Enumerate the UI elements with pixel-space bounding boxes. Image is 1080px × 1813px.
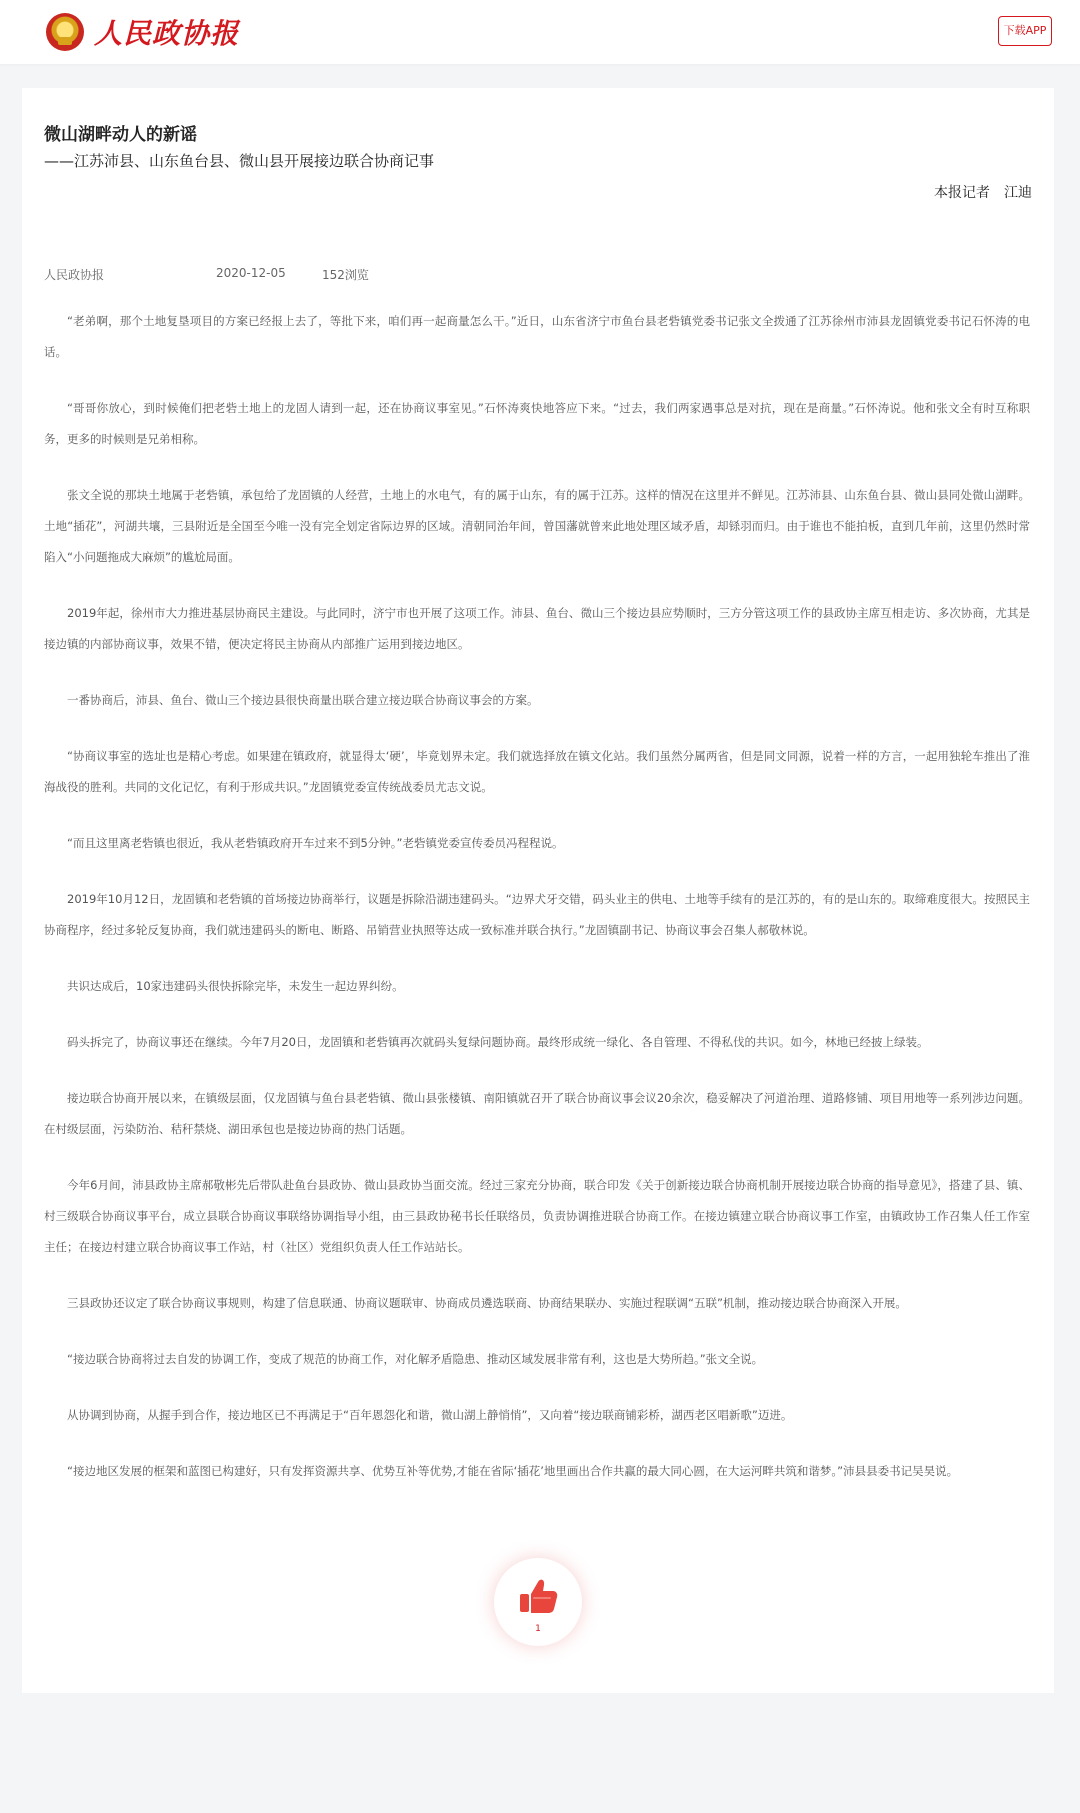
thumbs-up-icon bbox=[516, 1574, 560, 1618]
paragraph: “而且这里离老砦镇也很近，我从老砦镇政府开车过来不到5分钟。”老砦镇党委宣传委员冯程程说。 bbox=[67, 836, 564, 850]
paragraph: 2019年10月12日，龙固镇和老砦镇的首场接边协商举行，议题是拆除沿湖违建码头。“边界犬牙交错，码头业主的供电、土地等手续有的是江苏的，有的是山东的。取缔难度很大。按照民主协商程序，经过多轮反复协商，我们就违建码头的断电、断路、吊销营业执照等达成一致标准并联合执行。”龙固镇副书记、协商议事会召集人郝敬林说。 bbox=[44, 892, 1030, 937]
paragraph: 今年6月间，沛县政协主席郝敬彬先后带队赴鱼台县政协、微山县政协当面交流。经过三家充分协商，联合印发《关于创新接边联合协商机制开展接边联合协商的指导意见》，搭建了县、镇、村三级联合协商议事平台，成立县联合协商议事联络协调指导小组，由三县政协秘书长任联络员，负责协调推进联合协商工作。在接边镇建立联合协商议事工作室，由镇政协工作召集人任工作室主任；在接边村建立联合协商议事工作站，村（社区）党组织负责人任工作站站长。 bbox=[44, 1178, 1030, 1254]
byline bbox=[934, 182, 1032, 202]
article-subtitle: ——江苏沛县、山东鱼台县、微山县开展接边联合协商记事 bbox=[44, 152, 435, 170]
paragraph: 一番协商后，沛县、鱼台、微山三个接边县很快商量出联合建立接边联合协商议事会的方案。 bbox=[67, 693, 539, 707]
paragraph: 从协调到协商，从握手到合作，接边地区已不再满足于“百年恩怨化和谐，微山湖上静悄悄”，又向着“接边联商铺彩桥，湖西老区唱新歌”迈进。 bbox=[67, 1408, 793, 1422]
top-header bbox=[0, 0, 1080, 64]
article-source: 人民政协报 bbox=[44, 268, 105, 282]
paragraph: 共识达成后，10家违建码头很快拆除完毕，未发生一起边界纠纷。 bbox=[67, 979, 404, 993]
paragraph: “老弟啊，那个土地复垦项目的方案已经报上去了，等批下来，咱们再一起商量怎么干。”近日，山东省济宁市鱼台县老砦镇党委书记张文全拨通了江苏徐州市沛县龙固镇党委书记石怀涛的电话。 bbox=[44, 314, 1030, 359]
paragraph: “协商议事室的选址也是精心考虑。如果建在镇政府，就显得太‘硬’，毕竟划界未定。我们就选择放在镇文化站。我们虽然分属两省，但是同文同源，说着一样的方言，一起用独轮车推出了淮海战役的胜利。共同的文化记忆，有利于形成共识。”龙固镇党委宣传统战委员尤志文说。 bbox=[44, 749, 1030, 794]
article-body bbox=[44, 306, 1030, 1512]
article-meta bbox=[44, 266, 369, 283]
byline-role: 本报记者 bbox=[934, 185, 990, 201]
article-title: 微山湖畔动人的新谣 bbox=[44, 125, 197, 145]
paragraph: “哥哥你放心，到时候俺们把老砦土地上的龙固人请到一起，还在协商议事室见。”石怀涛爽快地答应下来。“过去，我们两家遇事总是对抗，现在是商量。”石怀涛说。他和张文全有时互称职务，更多的时候则是兄弟相称。 bbox=[44, 401, 1030, 446]
article-views: 152浏览 bbox=[322, 268, 369, 282]
logo-text: 人民政协报 bbox=[94, 17, 240, 50]
site-logo[interactable] bbox=[46, 12, 239, 52]
like-count: 1 bbox=[535, 1624, 541, 1634]
article-date: 2020-12-05 bbox=[216, 266, 286, 280]
paragraph: 张文全说的那块土地属于老砦镇，承包给了龙固镇的人经营，土地上的水电气，有的属于山东，有的属于江苏。这样的情况在这里并不鲜见。江苏沛县、山东鱼台县、微山县同处微山湖畔。土地“插花”，河湖共壤，三县附近是全国至今唯一没有完全划定省际边界的区域。清朝同治年间，曾国藩就曾来此地处理区域矛盾，却铩羽而归。由于谁也不能拍板，直到几年前，这里仍然时常陷入“小问题拖成大麻烦”的尴尬局面。 bbox=[44, 488, 1030, 564]
article-card bbox=[22, 88, 1054, 1693]
paragraph: 2019年起，徐州市大力推进基层协商民主建设。与此同时，济宁市也开展了这项工作。沛县、鱼台、微山三个接边县应势顺时，三方分管这项工作的县政协主席互相走访、多次协商，尤其是接边镇的内部协商议事，效果不错，便决定将民主协商从内部推广运用到接边地区。 bbox=[44, 606, 1030, 651]
paragraph: “接边地区发展的框架和蓝图已构建好，只有发挥资源共享、优势互补等优势,才能在省际‘插花’地里画出合作共赢的最大同心圆，在大运河畔共筑和谐梦。”沛县县委书记吴昊说。 bbox=[67, 1464, 959, 1478]
cppcc-emblem-icon bbox=[46, 13, 84, 51]
byline-name: 江迪 bbox=[1004, 185, 1032, 201]
paragraph: 码头拆完了，协商议事还在继续。今年7月20日，龙固镇和老砦镇再次就码头复绿问题协商。最终形成统一绿化、各自管理、不得私伐的共识。如今，林地已经披上绿装。 bbox=[67, 1035, 929, 1049]
download-app-button[interactable]: 下载APP bbox=[998, 16, 1052, 46]
paragraph: 三县政协还议定了联合协商议事规则，构建了信息联通、协商议题联审、协商成员遴选联商、协商结果联办、实施过程联调“五联”机制，推动接边联合协商深入开展。 bbox=[67, 1296, 907, 1310]
paragraph: 接边联合协商开展以来，在镇级层面，仅龙固镇与鱼台县老砦镇、微山县张楼镇、南阳镇就召开了联合协商议事会议20余次，稳妥解决了河道治理、道路修铺、项目用地等一系列涉边问题。在村级层面，污染防治、秸秆禁烧、湖田承包也是接边协商的热门话题。 bbox=[44, 1091, 1030, 1136]
paragraph: “接边联合协商将过去自发的协调工作，变成了规范的协商工作，对化解矛盾隐患、推动区域发展非常有利，这也是大势所趋。”张文全说。 bbox=[67, 1352, 764, 1366]
like-button[interactable] bbox=[494, 1558, 582, 1646]
